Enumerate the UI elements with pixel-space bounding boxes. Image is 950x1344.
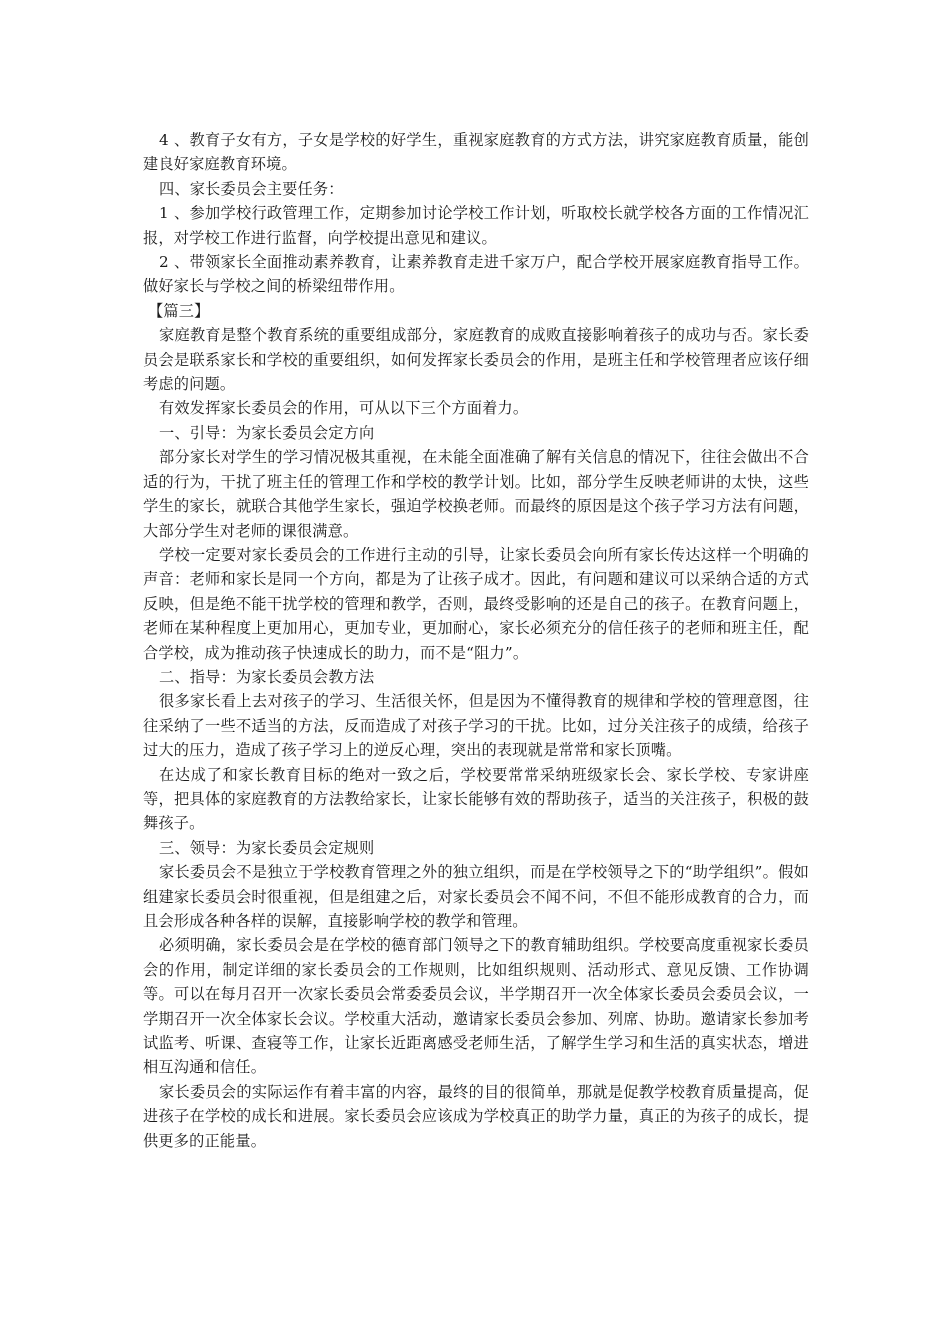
paragraph-lead-2: 必须明确，家长委员会是在学校的德育部门领导之下的教育辅助组织。学校要高度重视家长委员会的作用，制定详细的家长委员会的工作规则，比如组织规则、活动形式、意见反馈、工作协调等。可以在每月召开一次家长委员会常委委员会议，半学期召开一次全体家长委员会委员会议，一学期召开一次全体家长会议。学校重大活动，邀请家长委员会参加、列席、协助。邀请家长参加考试监考、听课、查寝等工作，让家长近距离感受老师生活，了解学生学习和生活的真实状态，增进相互沟通和信任。	[143, 936, 809, 1077]
paragraph-guide-1: 部分家长对学生的学习情况极其重视，在未能全面准确了解有关信息的情况下，往往会做出不合适的行为，干扰了班主任的管理工作和学校的教学计划。比如，部分学生反映老师讲的太快，这些学生的家长，就联合其他学生家长，强迫学校换老师。而最终的原因是这个孩子学习方法有问题，大部分学生对老师的课很满意。	[143, 448, 809, 540]
section-heading-guide: 一、引导：为家长委员会定方向	[159, 423, 375, 442]
paragraph-task-1: 1 、参加学校行政管理工作，定期参加讨论学校工作计划，听取校长就学校各方面的工作情况汇报，对学校工作进行监督，向学校提出意见和建议。	[143, 204, 809, 247]
paragraph-intro: 家庭教育是整个教育系统的重要组成部分，家庭教育的成败直接影响着孩子的成功与否。家长委员会是联系家长和学校的重要组织，如何发挥家长委员会的作用，是班主任和学校管理者应该仔细考虑的问题。	[143, 326, 809, 394]
section-heading-tasks: 四、家长委员会主要任务：	[159, 179, 344, 198]
paragraph-instruct-2: 在达成了和家长教育目标的绝对一致之后，学校要常常采纳班级家长会、家长学校、专家讲座等，把具体的家庭教育的方法教给家长，让家长能够有效的帮助孩子，适当的关注孩子，积极的鼓舞孩子。	[143, 765, 809, 833]
paragraph-guide-2: 学校一定要对家长委员会的工作进行主动的引导，让家长委员会向所有家长传达这样一个明确的声音：老师和家长是同一个方向，都是为了让孩子成才。因此，有问题和建议可以采纳合适的方式反映，但是绝不能干扰学校的管理和教学，否则，最终受影响的还是自己的孩子。在教育问题上，老师在某种程度上更加用心，更加专业，更加耐心，家长必须充分的信任孩子的老师和班主任，配合学校，成为推动孩子快速成长的助力，而不是“阻力”。	[143, 545, 809, 662]
paragraph-task-2: 2 、带领家长全面推动素养教育，让素养教育走进千家万户，配合学校开展家庭教育指导工作。做好家长与学校之间的桥梁纽带作用。	[143, 253, 809, 296]
paragraph-lead-1: 家长委员会不是独立于学校教育管理之外的独立组织，而是在学校领导之下的“助学组织”。假如组建家长委员会时很重视，但是组建之后，对家长委员会不闻不问，不但不能形成教育的合力，而且会形成各种各样的误解，直接影响学校的教学和管理。	[143, 863, 809, 930]
paragraph-criteria-4: 4 、教育子女有方，子女是学校的好学生，重视家庭教育的方式方法，讲究家庭教育质量，能创建良好家庭教育环境。	[143, 131, 809, 174]
document-body	[143, 128, 809, 1153]
section-heading-lead: 三、领导：为家长委员会定规则	[159, 838, 375, 857]
chapter-heading-part-three: 【篇三】	[148, 301, 210, 320]
paragraph-conclusion: 家长委员会的实际运作有着丰富的内容，最终的目的很简单，那就是促教学校教育质量提高，促进孩子在学校的成长和进展。家长委员会应该成为学校真正的助学力量，真正的为孩子的成长，提供更多的正能量。	[143, 1082, 809, 1150]
paragraph-instruct-1: 很多家长看上去对孩子的学习、生活很关怀，但是因为不懂得教育的规律和学校的管理意图，往往采纳了一些不适当的方法，反而造成了对孩子学习的干扰。比如，过分关注孩子的成绩，给孩子过大的压力，造成了孩子学习上的逆反心理，突出的表现就是常常和家长顶嘴。	[143, 692, 809, 760]
section-heading-instruct: 二、指导：为家长委员会教方法	[159, 667, 375, 686]
paragraph-three-aspects: 有效发挥家长委员会的作用，可从以下三个方面着力。	[159, 399, 529, 418]
